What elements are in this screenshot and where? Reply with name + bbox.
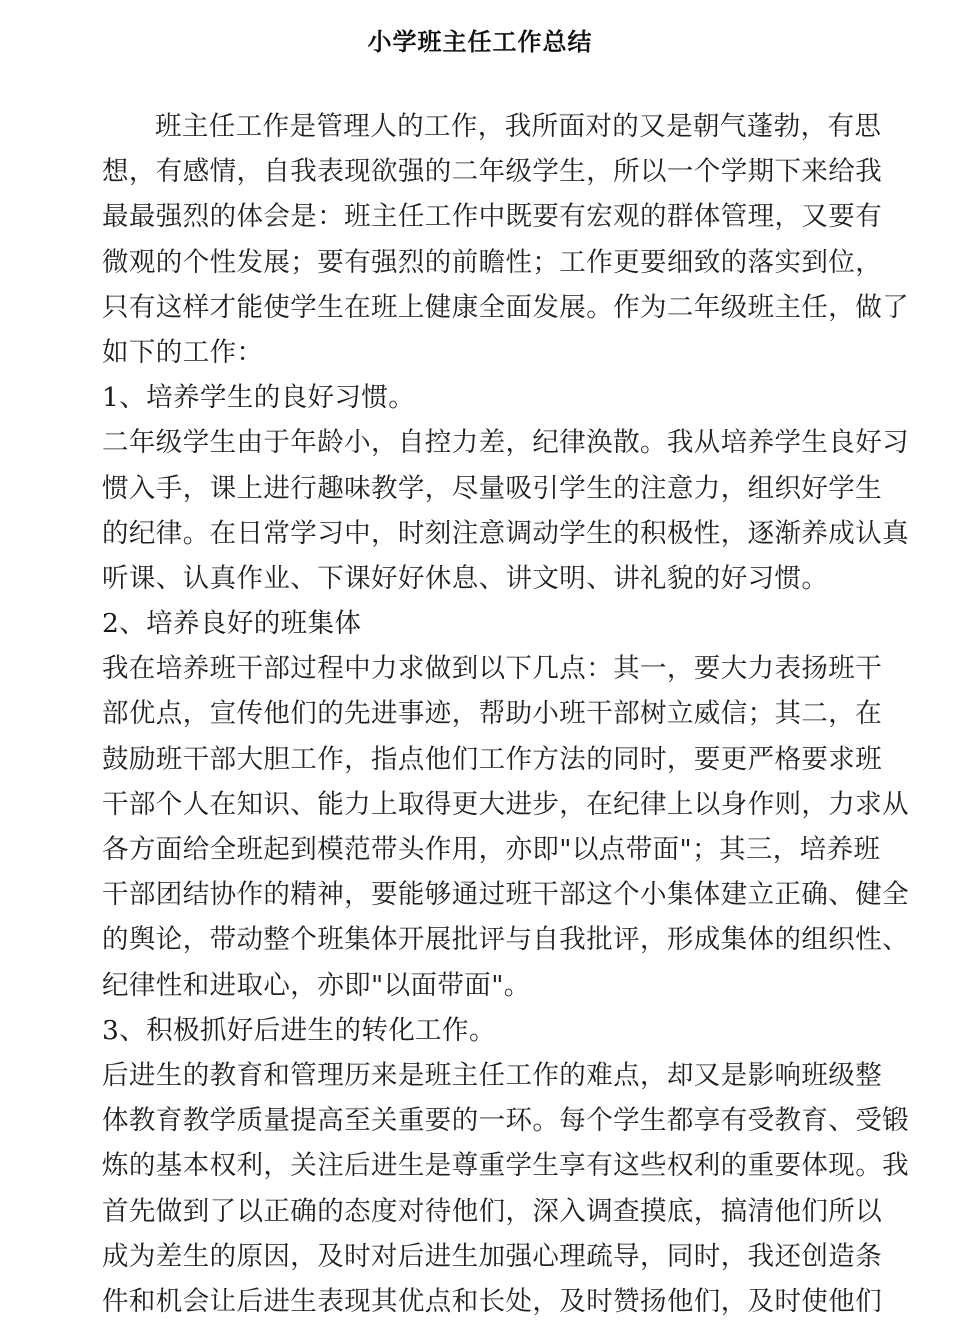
paragraph-line: 只有这样才能使学生在班上健康全面发展。作为二年级班主任，做了 bbox=[102, 291, 909, 323]
section-heading-2: 2、培养良好的班集体 bbox=[102, 608, 362, 640]
paragraph-line: 部优点，宣传他们的先进事迹，帮助小班干部树立威信；其二，在 bbox=[102, 698, 883, 730]
paragraph-line: 干部团结协作的精神，要能够通过班干部这个小集体建立正确、健全 bbox=[102, 879, 909, 911]
paragraph-line: 件和机会让后进生表现其优点和长处，及时赞扬他们，及时使他们 bbox=[102, 1285, 883, 1317]
paragraph-line: 纪律性和进取心，亦即"以面带面"。 bbox=[102, 969, 531, 1001]
paragraph-line: 各方面给全班起到模范带头作用，亦即"以点带面"；其三，培养班 bbox=[102, 834, 881, 865]
paragraph-line: 干部个人在知识、能力上取得更大进步，在纪律上以身作则，力求从 bbox=[102, 788, 909, 820]
document-body bbox=[102, 104, 909, 1324]
paragraph-line: 首先做到了以正确的态度对待他们，深入调查摸底，搞清他们所以 bbox=[102, 1195, 883, 1227]
paragraph-line: 炼的基本权利，关注后进生是尊重学生享有这些权利的重要体现。我 bbox=[102, 1150, 909, 1182]
paragraph-line: 的纪律。在日常学习中，时刻注意调动学生的积极性，逐渐养成认真 bbox=[102, 517, 909, 549]
paragraph-line: 成为差生的原因，及时对后进生加强心理疏导，同时，我还创造条 bbox=[102, 1240, 883, 1272]
paragraph-line: 二年级学生由于年龄小，自控力差，纪律涣散。我从培养学生良好习 bbox=[102, 427, 909, 459]
paragraph-line: 班主任工作是管理人的工作，我所面对的又是朝气蓬勃，有思 bbox=[155, 111, 882, 142]
paragraph-line: 想，有感情，自我表现欲强的二年级学生，所以一个学期下来给我 bbox=[102, 156, 883, 188]
paragraph-line: 的舆论，带动整个班集体开展批评与自我批评，形成集体的组织性、 bbox=[102, 924, 909, 956]
paragraph-line: 如下的工作： bbox=[102, 336, 264, 368]
paragraph-line: 我在培养班干部过程中力求做到以下几点：其一，要大力表扬班干 bbox=[102, 653, 883, 685]
section-heading-1: 1、培养学生的良好习惯。 bbox=[102, 382, 416, 414]
paragraph-line: 鼓励班干部大胆工作，指点他们工作方法的同时，要更严格要求班 bbox=[102, 743, 883, 775]
document-title: 小学班主任工作总结 bbox=[367, 28, 593, 56]
paragraph-line: 微观的个性发展；要有强烈的前瞻性；工作更要细致的落实到位， bbox=[102, 246, 883, 278]
paragraph-line: 体教育教学质量提高至关重要的一环。每个学生都享有受教育、受锻 bbox=[102, 1105, 909, 1137]
paragraph-line: 最最强烈的体会是：班主任工作中既要有宏观的群体管理，又要有 bbox=[102, 201, 883, 233]
paragraph-line: 惯入手，课上进行趣味教学，尽量吸引学生的注意力，组织好学生 bbox=[102, 472, 883, 504]
paragraph-line: 听课、认真作业、下课好好休息、讲文明、讲礼貌的好习惯。 bbox=[102, 562, 829, 594]
paragraph-line: 后进生的教育和管理历来是班主任工作的难点，却又是影响班级整 bbox=[102, 1059, 883, 1091]
section-heading-3: 3、积极抓好后进生的转化工作。 bbox=[102, 1014, 496, 1046]
